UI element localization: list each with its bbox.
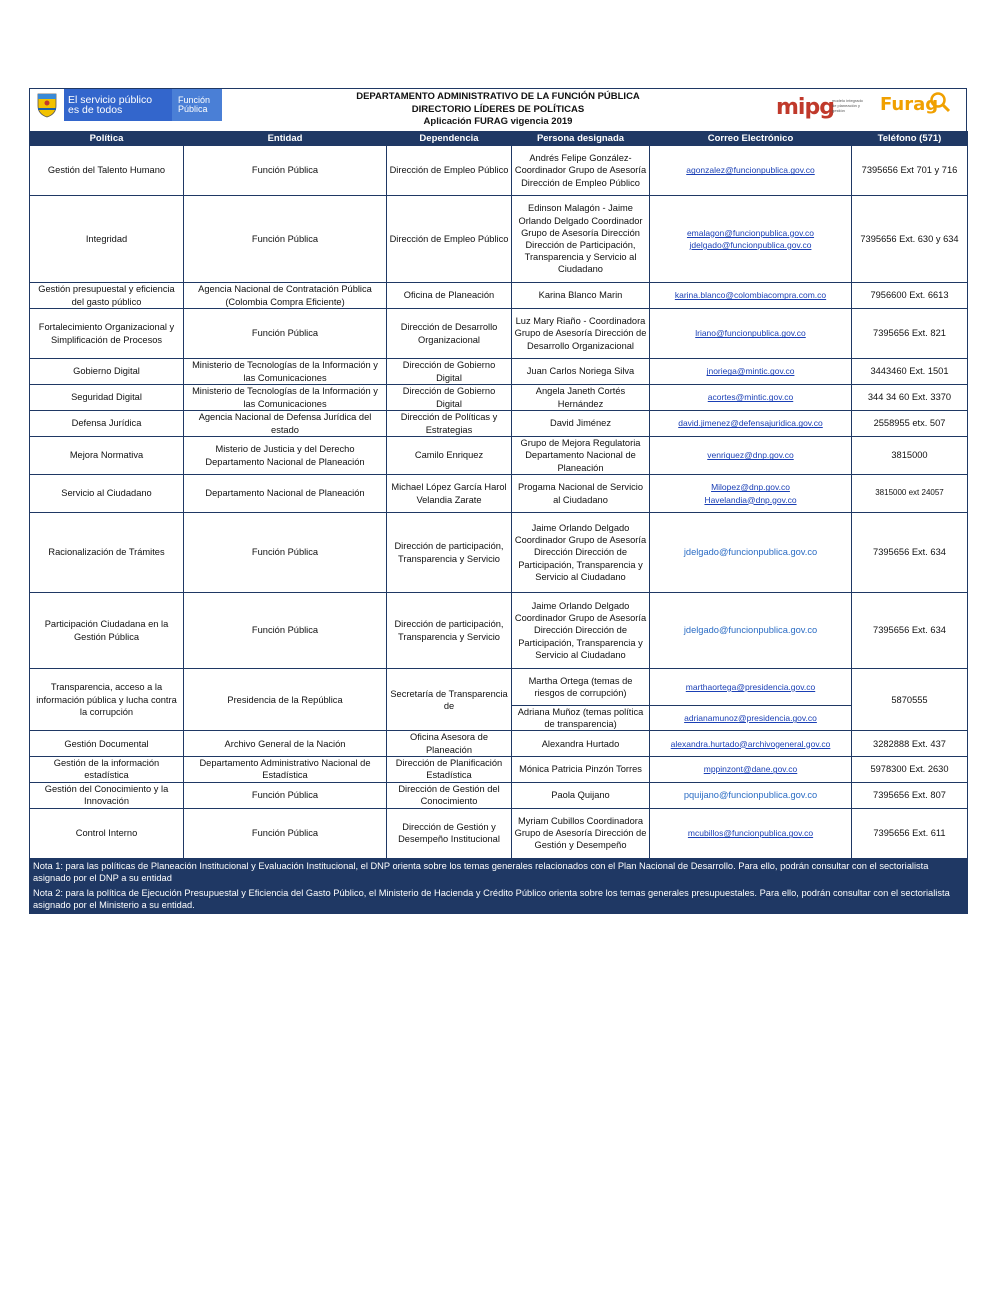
cell-email bbox=[650, 359, 852, 385]
table-row bbox=[30, 411, 968, 437]
cell-persona: David Jiménez bbox=[512, 411, 650, 437]
cell-telefono: 7395656 Ext. 634 bbox=[852, 593, 968, 669]
cell-dependencia: Camilo Enriquez bbox=[387, 437, 512, 475]
col-dependencia: Dependencia bbox=[387, 132, 512, 146]
email-link[interactable]: adrianamunoz@presidencia.gov.co bbox=[684, 713, 817, 724]
cell-politica: Servicio al Ciudadano bbox=[30, 475, 184, 513]
funcion-publica-logo bbox=[172, 89, 222, 121]
col-politica: Política bbox=[30, 132, 184, 146]
furag-logo bbox=[880, 90, 956, 120]
cell-politica: Gestión Documental bbox=[30, 731, 184, 756]
cell-dependencia: Dirección de participación, Transparencia y Servicio bbox=[387, 513, 512, 593]
cell-telefono: 5870555 bbox=[852, 669, 968, 731]
note-2: Nota 2: para la política de Ejecución Presupuestal y Eficiencia del Gasto Público, el Ministerio de Hacienda y Crédito Público orienta sobre los temas generales presupuestales. Para ello, podrán consultar con el sectorialista asignado por el Ministerio a su entidad. bbox=[30, 886, 968, 913]
table-row bbox=[30, 359, 968, 385]
cell-persona: Jaime Orlando Delgado Coordinador Grupo de Asesoría Dirección Dirección de Participación, Transparencia y Servicio al Ciudadano bbox=[512, 593, 650, 669]
cell-email bbox=[650, 669, 852, 706]
cell-politica: Mejora Normativa bbox=[30, 437, 184, 475]
cell-dependencia: Dirección de Gobierno Digital bbox=[387, 359, 512, 385]
mipg-wordmark: mipg bbox=[776, 95, 834, 120]
cell-politica: Seguridad Digital bbox=[30, 385, 184, 411]
cell-entidad: Archivo General de la Nación bbox=[184, 731, 387, 756]
note-row bbox=[30, 858, 968, 885]
logo-fp-line2: Pública bbox=[178, 104, 208, 114]
cell-persona: Grupo de Mejora Regulatoria Departamento Nacional de Planeación bbox=[512, 437, 650, 475]
col-telefono: Teléfono (571) bbox=[852, 132, 968, 146]
magnifier-icon bbox=[928, 90, 952, 114]
table-row bbox=[30, 309, 968, 359]
title-application: Aplicación FURAG vigencia 2019 bbox=[423, 116, 573, 127]
cell-dependencia: Dirección de Gestión y Desempeño Institucional bbox=[387, 808, 512, 858]
cell-politica: Transparencia, acceso a la información pública y lucha contra la corrupción bbox=[30, 669, 184, 731]
cell-email bbox=[650, 756, 852, 782]
table-row bbox=[30, 385, 968, 411]
cell-telefono: 3282888 Ext. 437 bbox=[852, 731, 968, 756]
cell-persona: Paola Quijano bbox=[512, 782, 650, 808]
servicio-publico-logo bbox=[64, 89, 172, 121]
email-link[interactable]: jdelgado@funcionpublica.gov.co bbox=[689, 240, 812, 250]
cell-entidad: Ministerio de Tecnologías de la Información y las Comunicaciones bbox=[184, 385, 387, 411]
cell-politica: Gestión presupuestal y eficiencia del gasto público bbox=[30, 283, 184, 309]
email-link[interactable]: mppinzont@dane.gov.co bbox=[703, 764, 798, 775]
cell-telefono: 7395656 Ext. 611 bbox=[852, 808, 968, 858]
table-row bbox=[30, 593, 968, 669]
cell-telefono: 344 34 60 Ext. 3370 bbox=[852, 385, 968, 411]
mipg-subtitle: modelo integrado de planeación y gestión bbox=[832, 98, 863, 113]
table-row bbox=[30, 731, 968, 756]
email-text[interactable]: jdelgado@funcionpublica.gov.co bbox=[683, 547, 818, 558]
cell-dependencia: Michael López García Harol Velandia Zarate bbox=[387, 475, 512, 513]
cell-telefono: 7395656 Ext. 630 y 634 bbox=[852, 196, 968, 283]
email-link[interactable]: Milopez@dnp.gov.co bbox=[711, 482, 790, 493]
cell-politica: Gestión del Talento Humano bbox=[30, 146, 184, 196]
cell-entidad: Presidencia de la República bbox=[184, 669, 387, 731]
cell-persona: Juan Carlos Noriega Silva bbox=[512, 359, 650, 385]
cell-persona: Adriana Muñoz (temas política de transparencia) bbox=[512, 706, 650, 731]
email-link[interactable]: acortes@mintic.gov.co bbox=[707, 392, 794, 403]
colombia-shield-icon bbox=[30, 89, 64, 121]
cell-persona: Karina Blanco Marin bbox=[512, 283, 650, 309]
cell-entidad: Función Pública bbox=[184, 782, 387, 808]
cell-dependencia: Dirección de Empleo Público bbox=[387, 196, 512, 283]
cell-email bbox=[650, 475, 852, 513]
cell-telefono: 7395656 Ext. 821 bbox=[852, 309, 968, 359]
cell-dependencia: Dirección de participación, Transparencia y Servicio bbox=[387, 593, 512, 669]
furag-wordmark: Furag bbox=[880, 94, 939, 115]
table-row bbox=[30, 756, 968, 782]
cell-politica: Gobierno Digital bbox=[30, 359, 184, 385]
cell-email bbox=[650, 309, 852, 359]
cell-dependencia: Secretaría de Transparencia de bbox=[387, 669, 512, 731]
note-1: Nota 1: para las políticas de Planeación Institucional y Evaluación Institucional, el DNP orienta sobre los temas generales relacionados con el Plan Nacional de Desarrollo. Para ello, podrán consultar con el sectorialista asignado por el DNP a su entidad bbox=[30, 858, 968, 885]
cell-telefono: 2558955 etx. 507 bbox=[852, 411, 968, 437]
cell-entidad: Función Pública bbox=[184, 146, 387, 196]
table-row bbox=[30, 283, 968, 309]
cell-email bbox=[650, 385, 852, 411]
cell-persona: Myriam Cubillos Coordinadora Grupo de Asesoría Dirección de Gestión y Desempeño bbox=[512, 808, 650, 858]
email-link[interactable]: venriquez@dnp.gov.co bbox=[707, 450, 794, 461]
email-text[interactable]: pquijano@funcionpublica.gov.co bbox=[683, 790, 818, 801]
logo-fp-line1: Función bbox=[178, 95, 211, 105]
cell-entidad: Función Pública bbox=[184, 309, 387, 359]
table-row bbox=[30, 782, 968, 808]
cell-email bbox=[650, 731, 852, 756]
cell-persona: Progama Nacional de Servicio al Ciudadano bbox=[512, 475, 650, 513]
table-row bbox=[30, 437, 968, 475]
cell-telefono: 3815000 ext 24057 bbox=[852, 475, 968, 513]
cell-persona: Mónica Patricia Pinzón Torres bbox=[512, 756, 650, 782]
cell-dependencia: Oficina Asesora de Planeación bbox=[387, 731, 512, 756]
table-row bbox=[30, 196, 968, 283]
document-titles bbox=[230, 91, 766, 129]
cell-persona: Angela Janeth Cortés Hernández bbox=[512, 385, 650, 411]
cell-politica: Fortalecimiento Organizacional y Simplificación de Procesos bbox=[30, 309, 184, 359]
cell-politica: Defensa Jurídica bbox=[30, 411, 184, 437]
cell-politica: Integridad bbox=[30, 196, 184, 283]
cell-dependencia: Dirección de Políticas y Estrategias bbox=[387, 411, 512, 437]
logo-gob-line2: es de todos bbox=[68, 104, 123, 116]
cell-persona: Luz Mary Riaño - Coordinadora Grupo de Asesoría Dirección de Desarrollo Organizacional bbox=[512, 309, 650, 359]
cell-telefono: 3815000 bbox=[852, 437, 968, 475]
cell-dependencia: Dirección de Gestión del Conocimiento bbox=[387, 782, 512, 808]
mipg-logo bbox=[776, 95, 866, 121]
cell-email bbox=[650, 593, 852, 669]
col-entidad: Entidad bbox=[184, 132, 387, 146]
cell-entidad: Departamento Administrativo Nacional de Estadística bbox=[184, 756, 387, 782]
cell-dependencia: Dirección de Desarrollo Organizacional bbox=[387, 309, 512, 359]
cell-email bbox=[650, 808, 852, 858]
email-link[interactable]: emalagon@funcionpublica.gov.co bbox=[686, 227, 815, 238]
cell-telefono: 5978300 Ext. 2630 bbox=[852, 756, 968, 782]
table-row bbox=[30, 146, 968, 196]
cell-telefono: 3443460 Ext. 1501 bbox=[852, 359, 968, 385]
email-link[interactable]: mcubillos@funcionpublica.gov.co bbox=[687, 828, 814, 839]
email-link[interactable]: jnoriega@mintic.gov.co bbox=[706, 366, 795, 377]
cell-entidad: Agencia Nacional de Contratación Pública (Colombia Compra Eficiente) bbox=[184, 283, 387, 309]
email-link[interactable]: david.jimenez@defensajuridica.gov.co bbox=[678, 418, 823, 429]
cell-email bbox=[650, 196, 852, 283]
cell-email bbox=[650, 283, 852, 309]
cell-politica: Participación Ciudadana en la Gestión Pública bbox=[30, 593, 184, 669]
logo-gob-line1: El servicio público bbox=[68, 94, 153, 106]
cell-email bbox=[650, 782, 852, 808]
document-header bbox=[29, 88, 967, 131]
cell-entidad: Función Pública bbox=[184, 593, 387, 669]
email-link[interactable]: marthaortega@presidencia.gov.co bbox=[685, 681, 816, 692]
table-header-row bbox=[30, 132, 968, 146]
cell-politica: Gestión de la información estadística bbox=[30, 756, 184, 782]
note-row bbox=[30, 886, 968, 913]
cell-persona: Alexandra Hurtado bbox=[512, 731, 650, 756]
email-text[interactable]: jdelgado@funcionpublica.gov.co bbox=[683, 625, 818, 636]
table-row bbox=[30, 513, 968, 593]
cell-dependencia: Dirección de Planificación Estadística bbox=[387, 756, 512, 782]
email-link[interactable]: alexandra.hurtado@archivogeneral.gov.co bbox=[670, 738, 831, 749]
table-row bbox=[30, 475, 968, 513]
cell-persona: Jaime Orlando Delgado Coordinador Grupo de Asesoría Dirección Dirección de Participación, Transparencia y Servicio al Ciudadano bbox=[512, 513, 650, 593]
cell-email bbox=[650, 146, 852, 196]
cell-entidad: Agencia Nacional de Defensa Jurídica del estado bbox=[184, 411, 387, 437]
cell-email bbox=[650, 513, 852, 593]
cell-telefono: 7956600 Ext. 6613 bbox=[852, 283, 968, 309]
cell-telefono: 7395656 Ext. 807 bbox=[852, 782, 968, 808]
cell-persona: Martha Ortega (temas de riesgos de corrupción) bbox=[512, 669, 650, 706]
cell-telefono: 7395656 Ext. 634 bbox=[852, 513, 968, 593]
cell-politica: Control Interno bbox=[30, 808, 184, 858]
col-correo: Correo Electrónico bbox=[650, 132, 852, 146]
cell-politica: Racionalización de Trámites bbox=[30, 513, 184, 593]
email-link[interactable]: karina.blanco@colombiacompra.com.co bbox=[674, 290, 827, 301]
cell-persona: Edinson Malagón - Jaime Orlando Delgado Coordinador Grupo de Asesoría Dirección Dirección de Participación, Transparencia y Servicio al Ciudadano bbox=[512, 196, 650, 283]
cell-entidad: Departamento Nacional de Planeación bbox=[184, 475, 387, 513]
cell-entidad: Función Pública bbox=[184, 808, 387, 858]
title-directory: DIRECTORIO LÍDERES DE POLÍTICAS bbox=[411, 103, 585, 115]
cell-dependencia: Dirección de Empleo Público bbox=[387, 146, 512, 196]
cell-persona: Andrés Felipe González-Coordinador Grupo de Asesoría Dirección de Empleo Público bbox=[512, 146, 650, 196]
directory-table bbox=[29, 131, 968, 914]
table-row bbox=[30, 808, 968, 858]
cell-email bbox=[650, 411, 852, 437]
cell-dependencia: Oficina de Planeación bbox=[387, 283, 512, 309]
cell-email bbox=[650, 437, 852, 475]
email-link[interactable]: Havelandia@dnp.gov.co bbox=[704, 494, 797, 505]
cell-entidad: Función Pública bbox=[184, 196, 387, 283]
directory-sheet bbox=[29, 88, 967, 914]
cell-entidad: Función Pública bbox=[184, 513, 387, 593]
cell-politica: Gestión del Conocimiento y la Innovación bbox=[30, 782, 184, 808]
col-persona: Persona designada bbox=[512, 132, 650, 146]
email-link[interactable]: agonzalez@funcionpublica.gov.co bbox=[686, 165, 815, 176]
cell-dependencia: Dirección de Gobierno Digital bbox=[387, 385, 512, 411]
table-row bbox=[30, 669, 968, 706]
cell-email bbox=[650, 706, 852, 731]
title-department: DEPARTAMENTO ADMINISTRATIVO DE LA FUNCIÓN PÚBLICA bbox=[356, 91, 640, 102]
cell-entidad: Misterio de Justicia y del Derecho Departamento Nacional de Planeación bbox=[184, 437, 387, 475]
gobierno-logo bbox=[30, 89, 222, 121]
email-link[interactable]: lriano@funcionpublica.gov.co bbox=[695, 328, 806, 339]
cell-telefono: 7395656 Ext 701 y 716 bbox=[852, 146, 968, 196]
cell-entidad: Ministerio de Tecnologías de la Información y las Comunicaciones bbox=[184, 359, 387, 385]
